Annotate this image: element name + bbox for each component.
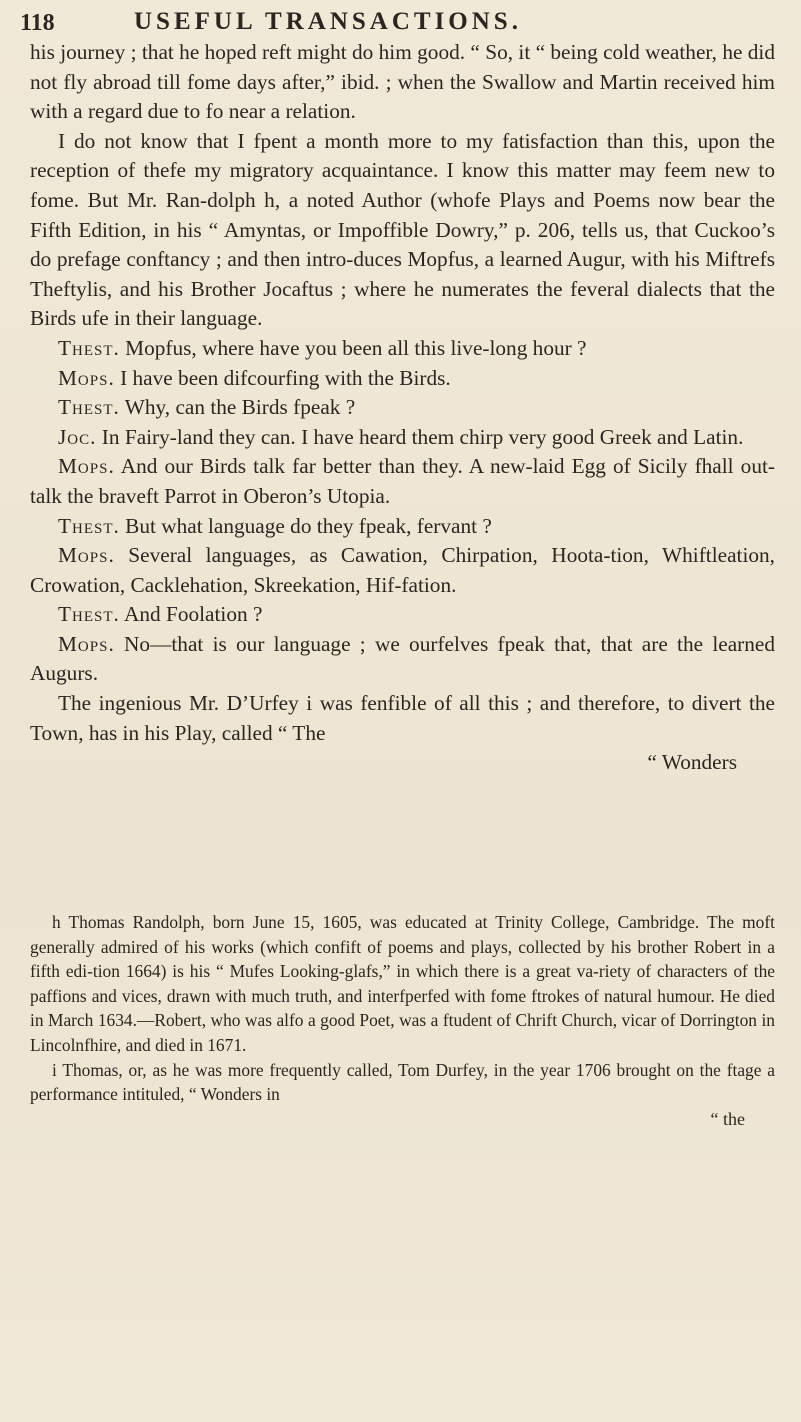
speech: And our Birds talk far better than they. A new-laid Egg of Sicily fhall out-talk the braveft Parrot in Oberon’s Utopia.: [30, 454, 775, 508]
footnote-catchword: “ the: [710, 1108, 745, 1129]
dialogue-line: [30, 364, 775, 394]
paragraph: The ingenious Mr. D’Urfey i was fenfible of all this ; and therefore, to divert the Town, has in his Play, called “ The: [30, 691, 775, 745]
speech: In Fairy-land they can. I have heard them chirp very good Greek and Latin.: [101, 424, 744, 449]
dialogue-line: [30, 452, 775, 511]
footnote: i Thomas, or, as he was more frequently called, Tom Durfey, in the year 1706 brought on the ftage a performance intituled, “ Wonders in: [30, 1059, 775, 1105]
speech: Mopfus, where have you been all this live-long hour ?: [125, 335, 587, 360]
page-number: 118: [20, 10, 55, 36]
speaker: Mops.: [58, 631, 115, 656]
dialogue-line: [30, 334, 775, 364]
paragraph: I do not know that I fpent a month more to my fatisfaction than this, upon the reception of thefe my migratory acquaintance. I know this matter may feem new to fome. But Mr. Ran-dolph h, a noted Author (whofe Plays and Poems now bear the Fifth Edition, in his “ Amyntas, or Impoffible Dowry,” p. 206, tells us, that Cuckoo’s do prefage conftancy ; and then intro-duces Mopfus, a learned Augur, with his Miftrefs Theftylis, and his Brother Jocaftus ; where he numerates the feveral dialects that the Birds ufe in their language.: [30, 128, 775, 331]
speaker: Mops.: [58, 543, 115, 568]
speaker: Mops.: [58, 454, 115, 479]
running-title: USEFUL TRANSACTIONS.: [134, 8, 522, 35]
dialogue-line: [30, 541, 775, 600]
dialogue-line: [30, 423, 775, 453]
speaker: Mops.: [58, 365, 115, 390]
dialogue-line: [30, 512, 775, 542]
speaker: Thest.: [58, 335, 120, 360]
dialogue-line: [30, 393, 775, 423]
speaker: Thest.: [58, 602, 120, 627]
speech: Several languages, as Cawation, Chirpation, Hoota-tion, Whiftleation, Crowation, Cacklehation, Skreekation, Hif-fation.: [30, 543, 775, 597]
dialogue-line: [30, 630, 775, 689]
page-header: [14, 8, 774, 38]
footnote: h Thomas Randolph, born June 15, 1605, was educated at Trinity College, Cambridge. The moft generally admired of his works (which confift of poems and plays, collected by his brother Robert in a fifth edi-tion 1664) is his “ Mufes Looking-glafs,” in which there is a great va-riety of characters of the paffions and vices, drawn with much truth, and interfperfed with fome ftrokes of natural humour. He died in March 1634.—Robert, who was alfo a good Poet, was a ftudent of Chrift Church, vicar of Dorrington in Lincolnfhire, and died in 1671.: [30, 912, 775, 1055]
speech: And Foolation ?: [124, 602, 263, 627]
catchword: “ Wonders: [647, 750, 737, 775]
dialogue-line: [30, 600, 775, 630]
speech: I have been difcourfing with the Birds.: [120, 365, 451, 390]
speaker: Joc.: [58, 424, 97, 449]
footnotes: [30, 910, 775, 1131]
speech: Why, can the Birds fpeak ?: [124, 395, 356, 420]
paragraph: his journey ; that he hoped reft might do him good. “ So, it “ being cold weather, he did not fly abroad till fome days after,” ibid. ; when the Swallow and Martin received him with a regard due to fo near a relation.: [30, 40, 775, 124]
speaker: Thest.: [58, 395, 120, 420]
speech: But what language do they fpeak, fervant ?: [125, 513, 492, 538]
speaker: Thest.: [58, 513, 120, 538]
speech: No—that is our language ; we ourfelves fpeak that, that are the learned Augurs.: [30, 631, 775, 686]
main-text: [30, 38, 775, 778]
